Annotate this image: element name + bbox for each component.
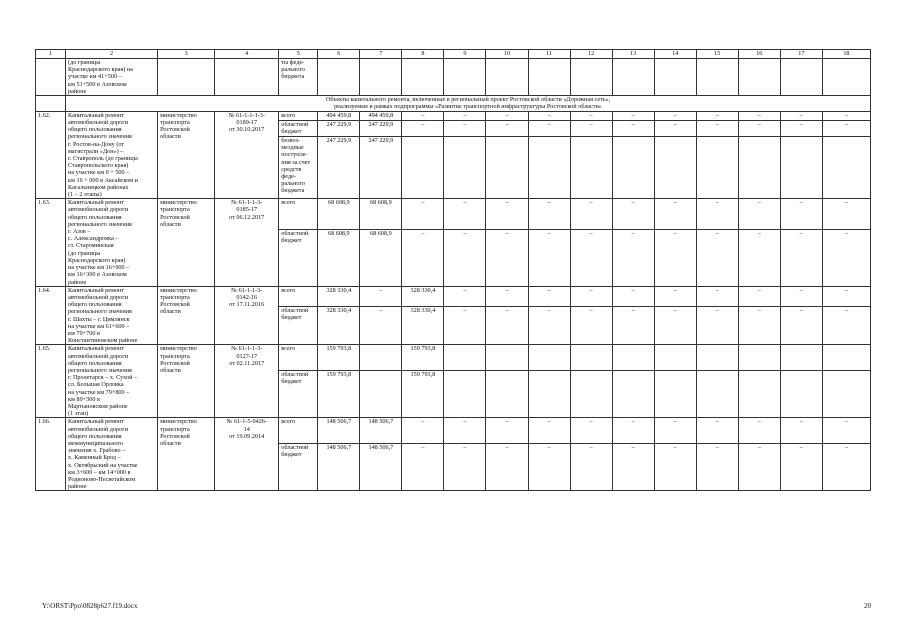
- value-cell: [780, 59, 822, 96]
- value-cell: –: [444, 443, 486, 491]
- value-cell: 68 608,9: [360, 229, 402, 286]
- column-number: 8: [402, 50, 444, 59]
- value-cell: 494 459,8: [360, 111, 402, 120]
- total-value-cell: 328 330,4: [318, 307, 360, 345]
- funding-source-cell: всего: [279, 418, 318, 443]
- funding-source-cell: областной бюджет: [279, 229, 318, 286]
- customer-cell: [158, 59, 215, 96]
- value-cell: –: [528, 199, 570, 229]
- section-title: Объекты капитального ремонта, включенные в региональный проект Ростовской области «Дорожная сеть», реализуемые в рамках подпрограммы «Развитие транспортной инфраструктуры Ростовской области»: [66, 96, 871, 112]
- value-cell: [780, 345, 822, 370]
- funding-source-cell: всего: [279, 199, 318, 229]
- value-cell: –: [486, 120, 528, 136]
- value-cell: –: [444, 286, 486, 306]
- section-title-row: [36, 96, 871, 112]
- value-cell: [780, 136, 822, 198]
- value-cell: –: [654, 111, 696, 120]
- funding-source-cell: областной бюджет: [279, 443, 318, 491]
- document-cell: № 61-1-1-3- 0127-17 от 02.11.2017: [215, 345, 279, 418]
- value-cell: –: [780, 229, 822, 286]
- funding-source-cell: всего: [279, 286, 318, 306]
- page-number: 20: [864, 602, 871, 610]
- value-cell: [402, 136, 444, 198]
- column-number: 3: [158, 50, 215, 59]
- value-cell: –: [612, 199, 654, 229]
- value-cell: 148 506,7: [360, 443, 402, 491]
- object-name-cell: Капитальный ремонт автомобильной дороги общего пользования регионального значения г. Азов – с. Александровка – ст. Староминская (до границы Краснодарского края) на участке км 16+000 – км 16+300 в Азовском районе: [66, 199, 158, 286]
- value-cell: 68 608,9: [360, 199, 402, 229]
- item-number-cell: 1.64.: [36, 286, 66, 345]
- value-cell: –: [402, 199, 444, 229]
- funding-source-cell: областной бюджет: [279, 120, 318, 136]
- column-number: 11: [528, 50, 570, 59]
- column-number: 5: [279, 50, 318, 59]
- value-cell: –: [444, 418, 486, 443]
- value-cell: –: [780, 443, 822, 491]
- total-value-cell: 68 608,9: [318, 199, 360, 229]
- value-cell: 328 330,4: [402, 307, 444, 345]
- value-cell: [318, 59, 360, 96]
- footer-file-path: Y:\ORST\Ppo\0828p627.f19.docx: [42, 602, 138, 610]
- value-cell: [612, 59, 654, 96]
- funding-source-cell: безвоз- мездные поступле- ния за счет средств феде- рального бюджета: [279, 136, 318, 198]
- value-cell: –: [738, 307, 780, 345]
- value-cell: –: [696, 120, 738, 136]
- column-number: 15: [696, 50, 738, 59]
- value-cell: [528, 136, 570, 198]
- value-cell: –: [528, 286, 570, 306]
- value-cell: –: [570, 286, 612, 306]
- value-cell: –: [528, 229, 570, 286]
- value-cell: 247 229,9: [360, 120, 402, 136]
- value-cell: –: [486, 443, 528, 491]
- value-cell: [486, 136, 528, 198]
- value-cell: [612, 345, 654, 370]
- document-cell: [215, 59, 279, 96]
- column-number: 17: [780, 50, 822, 59]
- value-cell: –: [696, 307, 738, 345]
- value-cell: 328 330,4: [402, 286, 444, 306]
- total-value-cell: 148 506,7: [318, 418, 360, 443]
- value-cell: –: [654, 418, 696, 443]
- value-cell: [822, 345, 870, 370]
- customer-cell: министерство транспорта Ростовской области: [158, 345, 215, 418]
- object-name-cell: Капитальный ремонт автомобильной дороги общего пользования регионального значения г. Шахты – г. Цимлянск на участке км 61+600 – км 79+700 в Константиновском районе: [66, 286, 158, 345]
- value-cell: [486, 59, 528, 96]
- value-cell: –: [528, 120, 570, 136]
- customer-cell: министерство транспорта Ростовской области: [158, 286, 215, 345]
- value-cell: [654, 136, 696, 198]
- value-cell: –: [570, 229, 612, 286]
- value-cell: –: [654, 229, 696, 286]
- value-cell: –: [738, 111, 780, 120]
- value-cell: [696, 59, 738, 96]
- value-cell: 159 793,8: [402, 345, 444, 370]
- value-cell: 247 229,9: [360, 136, 402, 198]
- value-cell: –: [570, 307, 612, 345]
- value-cell: [738, 59, 780, 96]
- value-cell: [738, 136, 780, 198]
- value-cell: –: [444, 111, 486, 120]
- object-name-cell: Капитальный ремонт автомобильной дороги общего пользования регионального значения г. Ростов-на-Дону (от магистрали «Дон») – г. Ставрополь (до границы Ставропольского края) на участке км 0 + 500 – км 16 + 000 в Аксайском и Кагальницком районах (1 – 2 этапы): [66, 111, 158, 198]
- value-cell: –: [570, 120, 612, 136]
- column-number: 2: [66, 50, 158, 59]
- value-cell: –: [612, 111, 654, 120]
- table-row: [36, 199, 871, 229]
- value-cell: –: [444, 307, 486, 345]
- value-cell: –: [570, 111, 612, 120]
- value-cell: –: [402, 229, 444, 286]
- value-cell: [654, 370, 696, 418]
- value-cell: –: [444, 199, 486, 229]
- value-cell: –: [738, 286, 780, 306]
- value-cell: [654, 345, 696, 370]
- value-cell: –: [612, 418, 654, 443]
- value-cell: –: [696, 286, 738, 306]
- value-cell: –: [780, 120, 822, 136]
- column-number: 1: [36, 50, 66, 59]
- column-number: 16: [738, 50, 780, 59]
- value-cell: –: [822, 111, 870, 120]
- value-cell: –: [612, 286, 654, 306]
- value-cell: [822, 370, 870, 418]
- value-cell: [360, 59, 402, 96]
- value-cell: –: [360, 307, 402, 345]
- column-number: 12: [570, 50, 612, 59]
- value-cell: [486, 370, 528, 418]
- value-cell: [570, 136, 612, 198]
- value-cell: [654, 59, 696, 96]
- value-cell: –: [486, 418, 528, 443]
- value-cell: [444, 59, 486, 96]
- total-value-cell: 159 793,8: [318, 370, 360, 418]
- column-number: 4: [215, 50, 279, 59]
- customer-cell: министерство транспорта Ростовской области: [158, 111, 215, 198]
- object-name-cell: Капитальный ремонт автомобильной дороги общего пользования межмуниципального значения х. Грабово – х. Каменный Брод – х. Октябрьский на участке км 3+600 – км 14+000 в Родионово-Несветайском районе: [66, 418, 158, 491]
- funding-source-cell: всего: [279, 345, 318, 370]
- value-cell: –: [696, 199, 738, 229]
- value-cell: [444, 370, 486, 418]
- value-cell: –: [822, 286, 870, 306]
- value-cell: [360, 370, 402, 418]
- item-number-cell: [36, 59, 66, 96]
- value-cell: –: [570, 443, 612, 491]
- value-cell: –: [612, 443, 654, 491]
- value-cell: –: [570, 199, 612, 229]
- value-cell: –: [822, 443, 870, 491]
- value-cell: –: [360, 286, 402, 306]
- value-cell: –: [822, 199, 870, 229]
- value-cell: [738, 345, 780, 370]
- total-value-cell: 494 459,8: [318, 111, 360, 120]
- value-cell: –: [822, 229, 870, 286]
- value-cell: –: [822, 418, 870, 443]
- item-number-cell: 1.65.: [36, 345, 66, 418]
- value-cell: [780, 370, 822, 418]
- value-cell: –: [402, 111, 444, 120]
- funding-source-cell: всего: [279, 111, 318, 120]
- value-cell: –: [738, 443, 780, 491]
- value-cell: –: [612, 229, 654, 286]
- value-cell: –: [486, 111, 528, 120]
- column-number: 10: [486, 50, 528, 59]
- value-cell: –: [780, 111, 822, 120]
- value-cell: –: [738, 199, 780, 229]
- column-number: 9: [444, 50, 486, 59]
- value-cell: 159 793,8: [402, 370, 444, 418]
- value-cell: –: [612, 307, 654, 345]
- value-cell: [822, 136, 870, 198]
- value-cell: –: [654, 307, 696, 345]
- column-number: 6: [318, 50, 360, 59]
- funding-source-cell: ты феде- рального бюджета: [279, 59, 318, 96]
- value-cell: –: [696, 111, 738, 120]
- value-cell: [570, 370, 612, 418]
- document-cell: № 61-1-1-3- 0185-17 от 06.12.2017: [215, 199, 279, 286]
- value-cell: [528, 370, 570, 418]
- object-name-cell: Капитальный ремонт автомобильной дороги общего пользования регионального значения г. Пролетарск – х. Сухой – сл. Большая Орловка на участке км 79+800 – км 89+300 в Мартыновском районе (1 этап): [66, 345, 158, 418]
- item-number-cell: 1.66.: [36, 418, 66, 491]
- value-cell: [696, 370, 738, 418]
- value-cell: –: [570, 418, 612, 443]
- value-cell: –: [486, 229, 528, 286]
- value-cell: [822, 59, 870, 96]
- value-cell: [570, 345, 612, 370]
- value-cell: [402, 59, 444, 96]
- object-name-cell: (до границы Краснодарского края) на участке км 41+500 – км 51+500 в Азовском районе: [66, 59, 158, 96]
- table-row: [36, 345, 871, 370]
- value-cell: [696, 136, 738, 198]
- value-cell: –: [696, 443, 738, 491]
- value-cell: –: [822, 307, 870, 345]
- table-row: [36, 418, 871, 443]
- document-cell: № 61-1-5-0426- 14 от 19.09.2014: [215, 418, 279, 491]
- value-cell: –: [654, 286, 696, 306]
- item-number-cell: 1.63.: [36, 199, 66, 286]
- value-cell: –: [738, 120, 780, 136]
- value-cell: –: [696, 229, 738, 286]
- value-cell: –: [402, 120, 444, 136]
- value-cell: 148 506,7: [360, 418, 402, 443]
- column-number: 13: [612, 50, 654, 59]
- customer-cell: министерство транспорта Ростовской области: [158, 418, 215, 491]
- item-number-cell: [36, 96, 66, 112]
- customer-cell: министерство транспорта Ростовской области: [158, 199, 215, 286]
- value-cell: –: [780, 307, 822, 345]
- value-cell: –: [780, 286, 822, 306]
- value-cell: –: [654, 120, 696, 136]
- value-cell: –: [654, 443, 696, 491]
- value-cell: –: [444, 120, 486, 136]
- value-cell: –: [402, 418, 444, 443]
- value-cell: –: [780, 199, 822, 229]
- value-cell: –: [528, 111, 570, 120]
- value-cell: [612, 370, 654, 418]
- value-cell: –: [738, 229, 780, 286]
- value-cell: –: [486, 286, 528, 306]
- value-cell: –: [486, 199, 528, 229]
- value-cell: –: [696, 418, 738, 443]
- table-row: [36, 111, 871, 120]
- total-value-cell: 159 793,8: [318, 345, 360, 370]
- value-cell: [612, 136, 654, 198]
- budget-table: [35, 49, 871, 491]
- carry-over-row: [36, 59, 871, 96]
- total-value-cell: 328 330,4: [318, 286, 360, 306]
- value-cell: –: [486, 307, 528, 345]
- column-number: 7: [360, 50, 402, 59]
- value-cell: [486, 345, 528, 370]
- value-cell: –: [738, 418, 780, 443]
- column-number: 18: [822, 50, 870, 59]
- funding-source-cell: областной бюджет: [279, 370, 318, 418]
- total-value-cell: 68 608,9: [318, 229, 360, 286]
- value-cell: [696, 345, 738, 370]
- value-cell: –: [528, 443, 570, 491]
- value-cell: –: [402, 443, 444, 491]
- total-value-cell: 247 229,9: [318, 120, 360, 136]
- value-cell: –: [528, 418, 570, 443]
- funding-source-cell: областной бюджет: [279, 307, 318, 345]
- value-cell: [570, 59, 612, 96]
- value-cell: [528, 59, 570, 96]
- value-cell: [444, 345, 486, 370]
- value-cell: –: [528, 307, 570, 345]
- value-cell: [444, 136, 486, 198]
- value-cell: –: [612, 120, 654, 136]
- value-cell: [738, 370, 780, 418]
- value-cell: –: [444, 229, 486, 286]
- value-cell: [528, 345, 570, 370]
- total-value-cell: 247 229,9: [318, 136, 360, 198]
- document-cell: № 61-1-1-1-3- 0189-17 от 30.10.2017: [215, 111, 279, 198]
- table-row: [36, 286, 871, 306]
- value-cell: –: [654, 199, 696, 229]
- column-number-row: [36, 50, 871, 59]
- value-cell: –: [780, 418, 822, 443]
- document-cell: № 61-1-1-3- 0142-16 от 17.11.2016: [215, 286, 279, 345]
- total-value-cell: 148 506,7: [318, 443, 360, 491]
- column-number: 14: [654, 50, 696, 59]
- value-cell: [360, 345, 402, 370]
- value-cell: –: [822, 120, 870, 136]
- item-number-cell: 1.62.: [36, 111, 66, 198]
